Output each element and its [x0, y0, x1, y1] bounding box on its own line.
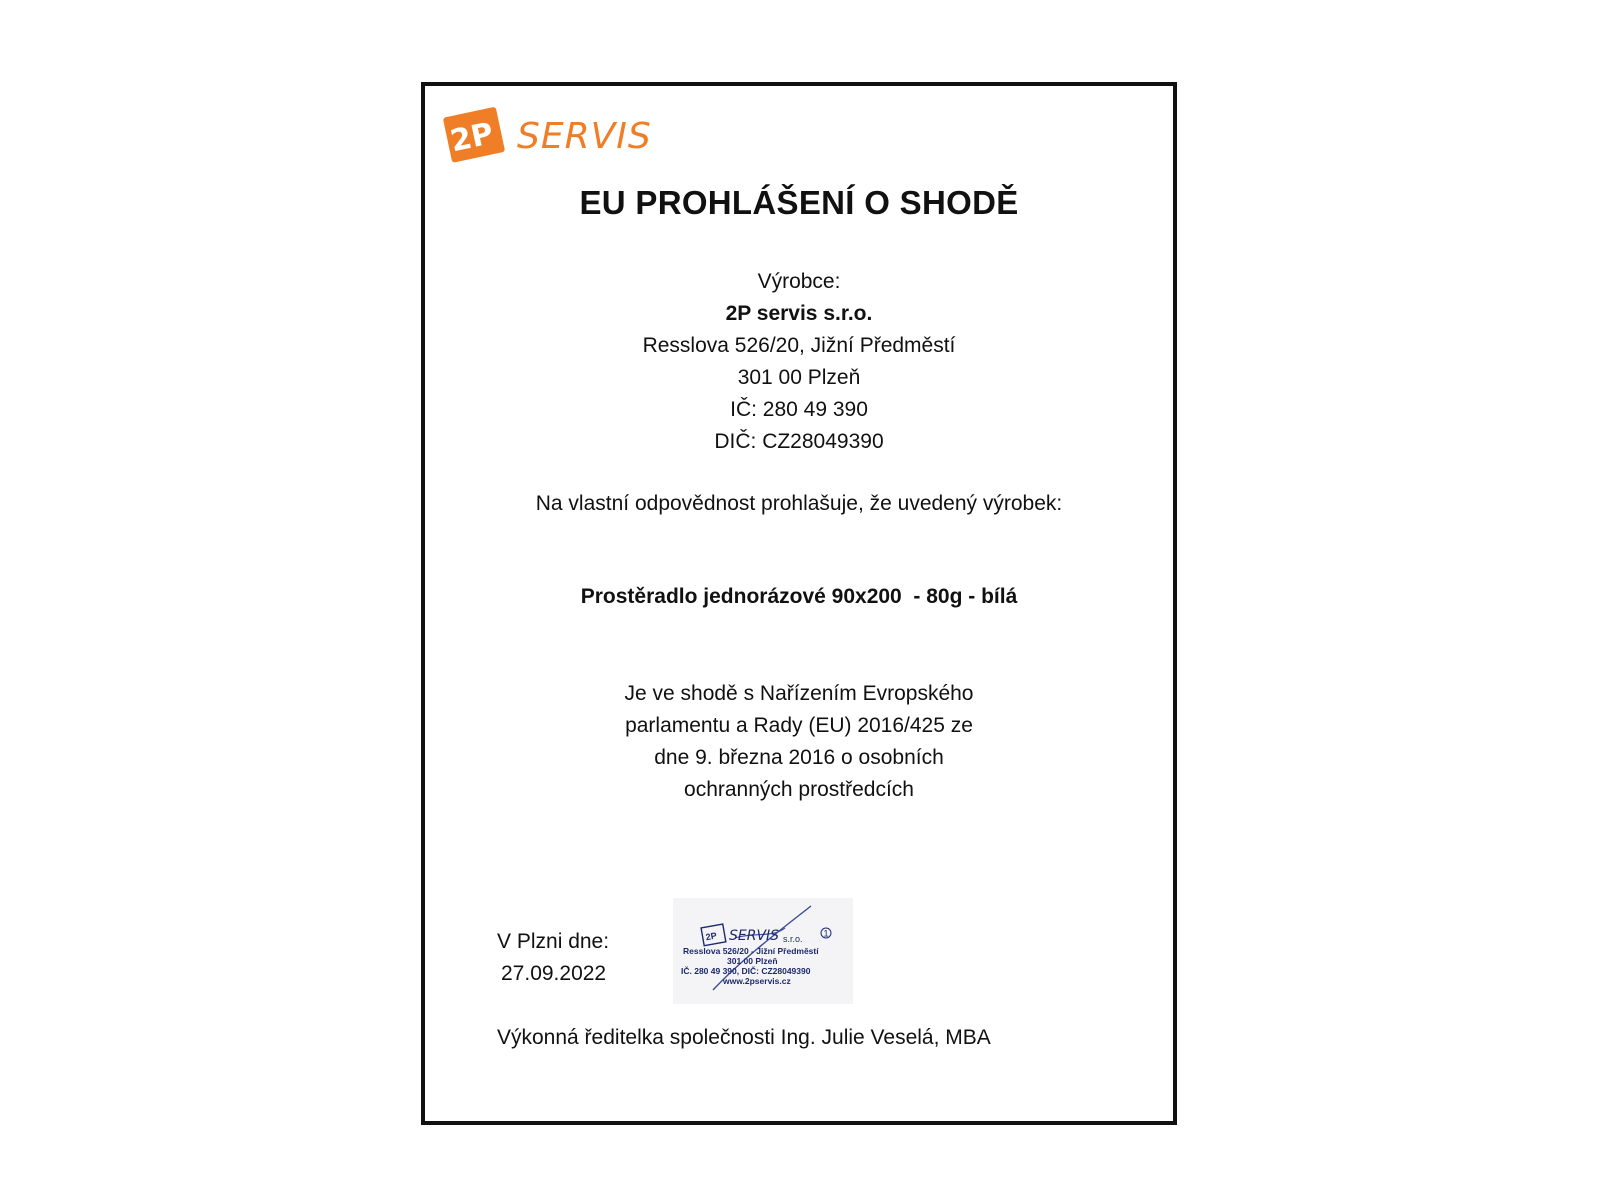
director-line: Výkonná ředitelka společnosti Ing. Julie Veselá, MBA [497, 1026, 991, 1049]
manufacturer-city: 301 00 Plzeň [737, 366, 861, 389]
conformity-line: parlamentu a Rady (EU) 2016/425 ze [625, 714, 973, 737]
logo-mark-text: 2P [447, 116, 497, 160]
stamp-line-address: Resslova 526/20 - Jižní Předměstí [683, 946, 819, 956]
manufacturer-company: 2P servis s.r.o. [725, 302, 873, 325]
manufacturer-street: Resslova 526/20, Jižní Předměstí [642, 334, 956, 357]
stamp-line-web: www.2pservis.cz [723, 976, 791, 986]
conformity-line: dne 9. března 2016 o osobních [654, 746, 944, 769]
logo-name-text: SERVIS [517, 116, 652, 157]
stamp-line-city: 301 00 Plzeň [727, 956, 778, 966]
signature-date: 27.09.2022 [501, 962, 607, 985]
stamp-line-ids: IČ. 280 49 390, DIČ: CZ28049390 [681, 966, 811, 976]
declaration-intro: Na vlastní odpovědnost prohlašuje, že uvedený výrobek: [535, 492, 1063, 515]
stamp-mark: 2P [704, 930, 718, 943]
place-date-block [497, 926, 609, 990]
manufacturer-block [425, 266, 1173, 458]
stamp-brand: SERVIS [729, 928, 780, 944]
manufacturer-ic: IČ: 280 49 390 [730, 398, 868, 421]
conformity-line: Je ve shodě s Nařízením Evropského [624, 682, 974, 705]
document-page [421, 82, 1177, 1125]
conformity-statement [425, 678, 1173, 806]
conformity-line: ochranných prostředcích [684, 778, 914, 801]
company-logo [441, 102, 671, 168]
stamp-number: 1 [823, 928, 829, 939]
page-title: EU PROHLÁŠENÍ O SHODĚ [579, 184, 1019, 221]
product-name: Prostěradlo jednorázové 90x200 - 80g - bílá [580, 585, 1018, 608]
stamp-brand-suffix: s.r.o. [783, 934, 803, 944]
place-label: V Plzni dne: [497, 930, 610, 953]
manufacturer-label: Výrobce: [757, 270, 841, 293]
manufacturer-dic: DIČ: CZ28049390 [714, 430, 884, 453]
company-stamp [673, 898, 853, 1004]
